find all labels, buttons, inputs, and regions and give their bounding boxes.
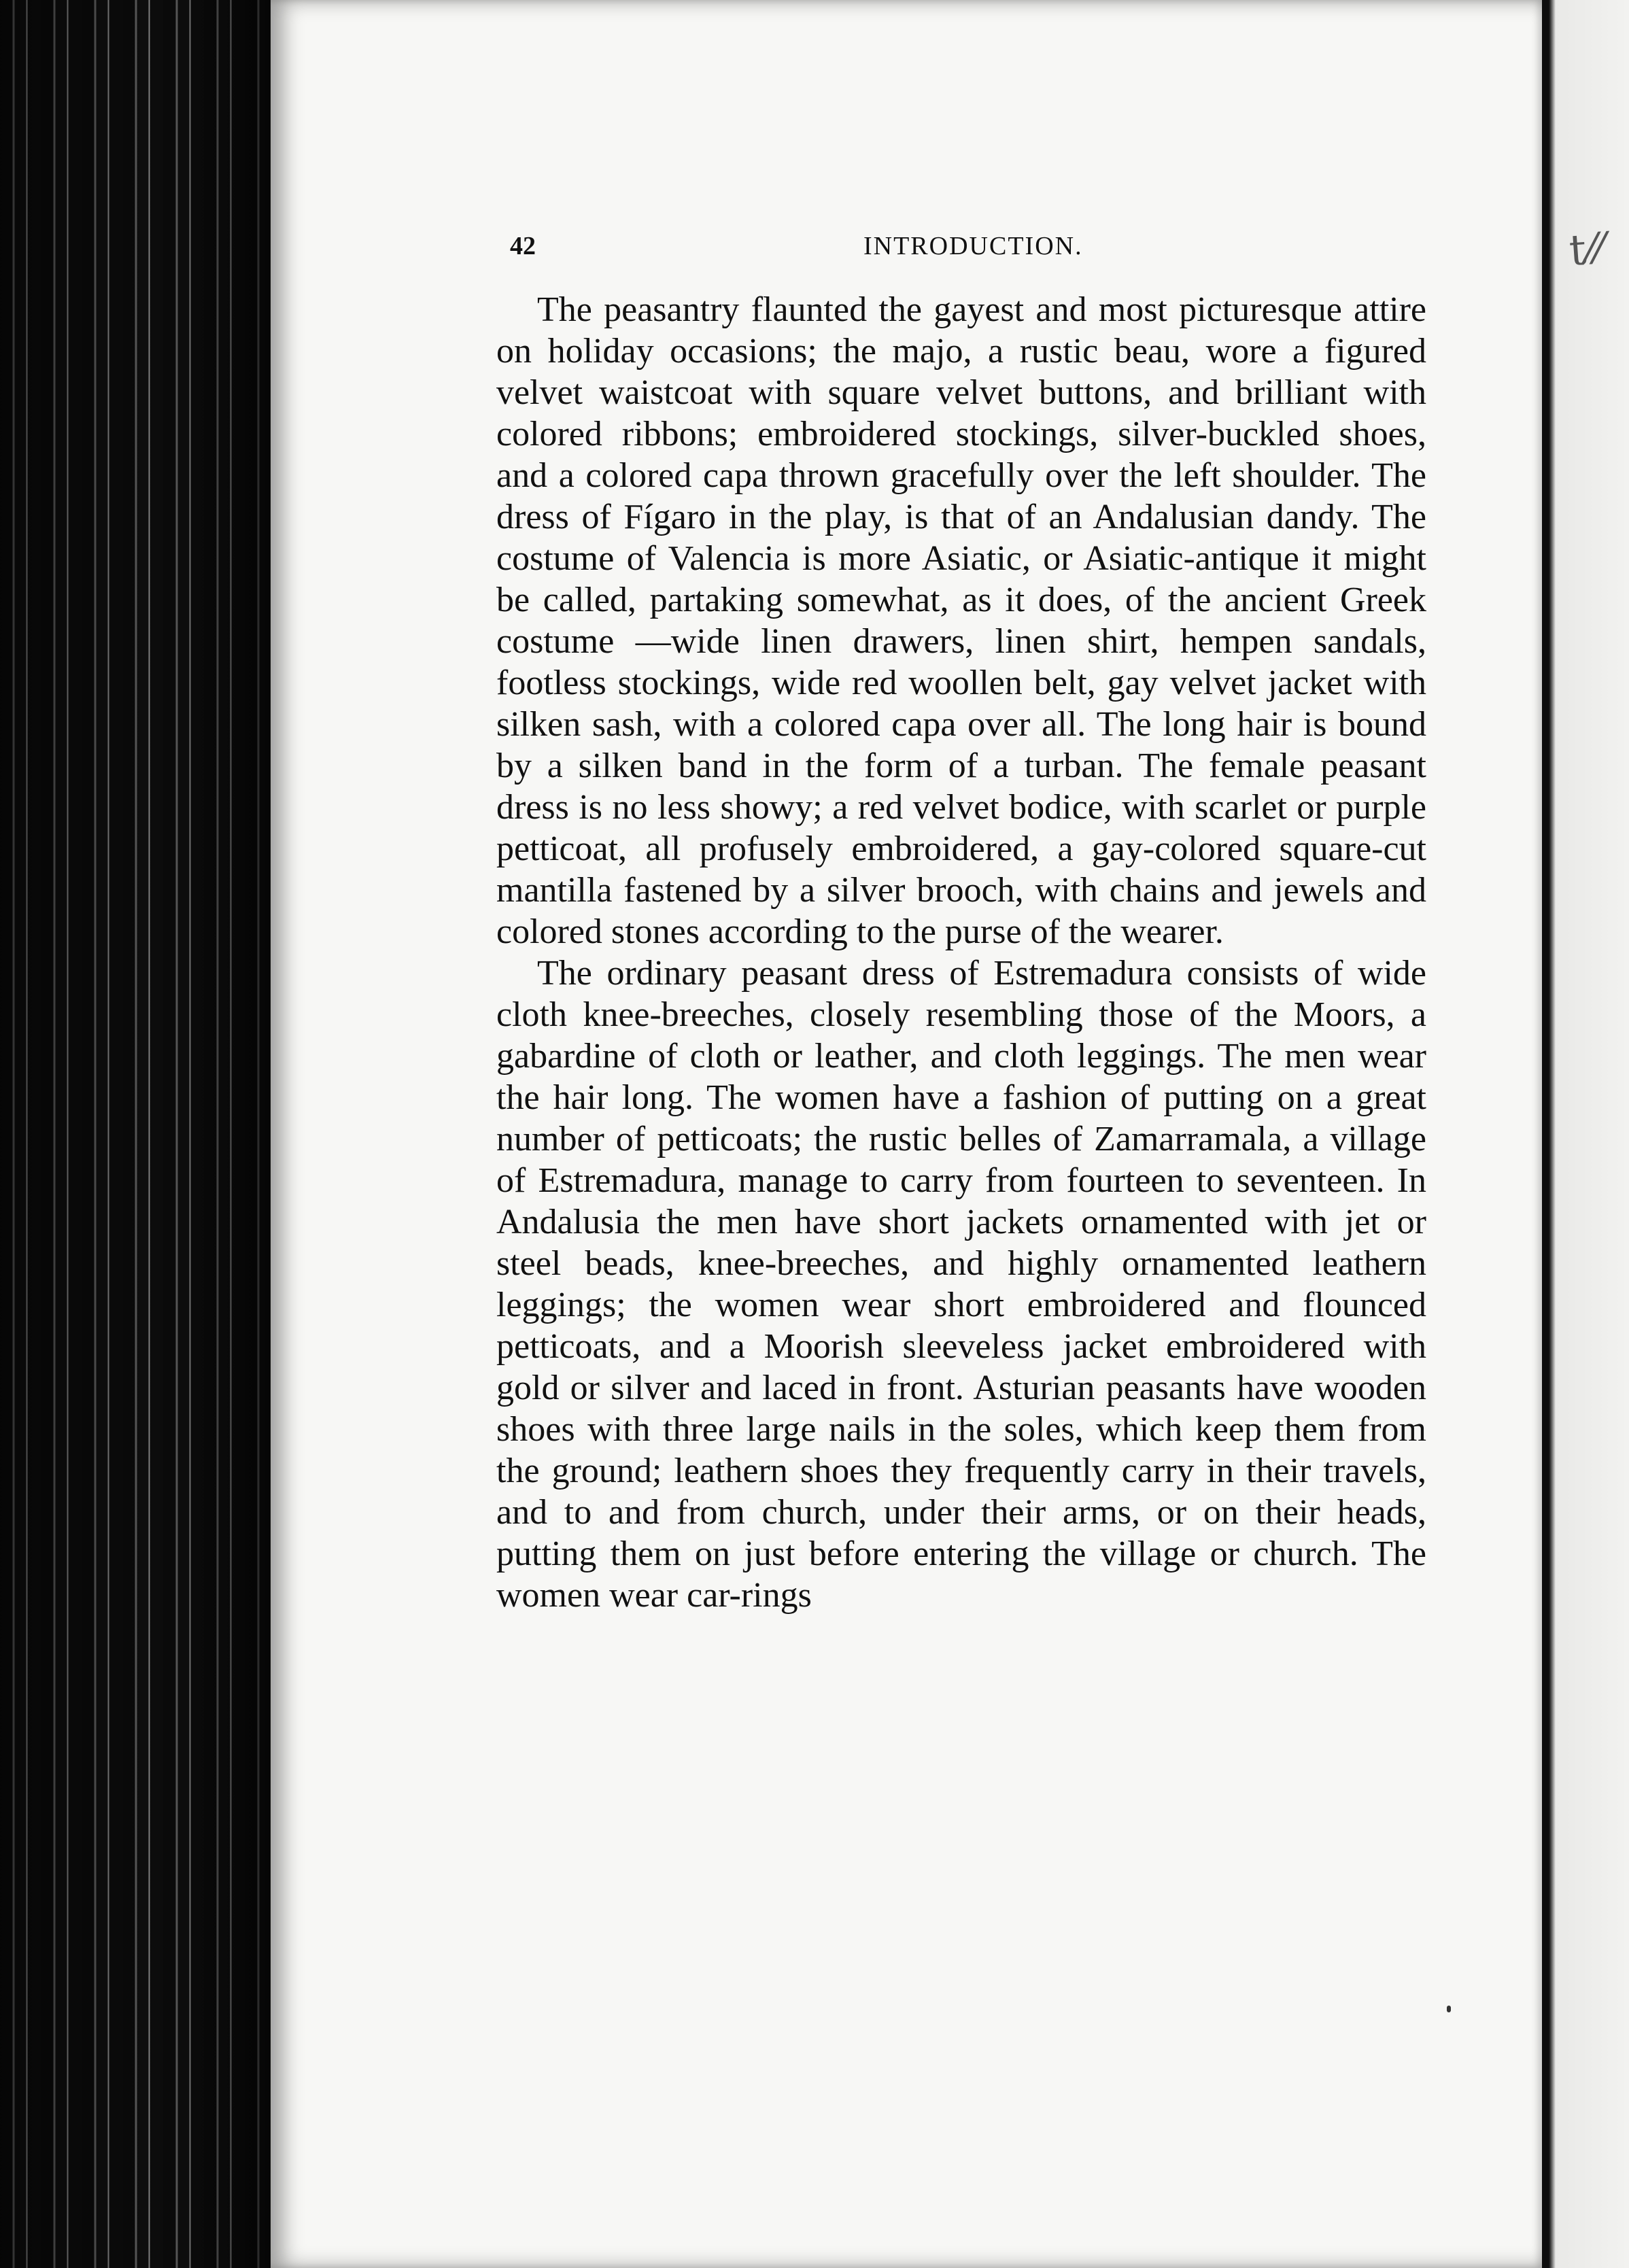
paragraph-2: The ordinary peasant dress of Estremadura consists of wide cloth knee-breeches, closely resembling those of the Moors, a gabardine of cloth or leather, and cloth leggings. The men wear the hair long. The women have a fashion of putting on a great number of petticoats; the rustic belles of Zamarramala, a village of Estremadura, manage to carry from fourteen to seventeen. In Andalusia the men have short jackets ornamented with jet or steel beads, knee-breeches, and highly ornamented leathern leggings; the women wear short embroidered and flounced petticoats, and a Moorish sleeveless jacket embroidered with gold or silver and laced in front. Asturian peasants have wooden shoes with three large nails in the soles, which keep them from the ground; leathern shoes they frequently carry in their travels, and to and from church, under their arms, or on their heads, putting them on just before entering the village or church. The women wear car-rings [496,954,1426,1615]
facing-page-text-fragment: t⁄⁄ [1567,223,1607,275]
body-text [496,289,1426,1616]
binding-shadow [0,0,272,2268]
running-head: INTRODUCTION. [863,232,1083,260]
paragraph-1: The peasantry flaunted the gayest and most picturesque attire on holiday occasions; the majo, a rustic beau, wore a figured velvet waistcoat with square velvet buttons, and brilliant with colored ribbons; embroidered stockings, silver-buckled shoes, and a colored capa thrown gracefully over the left shoulder. The dress of Fígaro in the play, is that of an Andalusian dandy. The costume of Valencia is more Asiatic, or Asiatic-antique it might be called, partaking somewhat, as it does, of the ancient Greek costume —wide linen drawers, linen shirt, hempen sandals, footless stockings, wide red woollen belt, gay velvet jacket with silken sash, with a colored capa over all. The long hair is bound by a silken band in the form of a turban. The female peasant dress is no less showy; a red velvet bodice, with scarlet or purple petticoat, all profusely embroidered, a gay-colored square-cut mantilla fastened by a silver brooch, with chains and jewels and colored stones according to the purse of the wearer. [496,290,1426,951]
page-number: 42 [510,232,536,260]
scan-speck [1447,2006,1451,2012]
facing-page-edge [1542,0,1629,2268]
page-header [510,231,1414,272]
